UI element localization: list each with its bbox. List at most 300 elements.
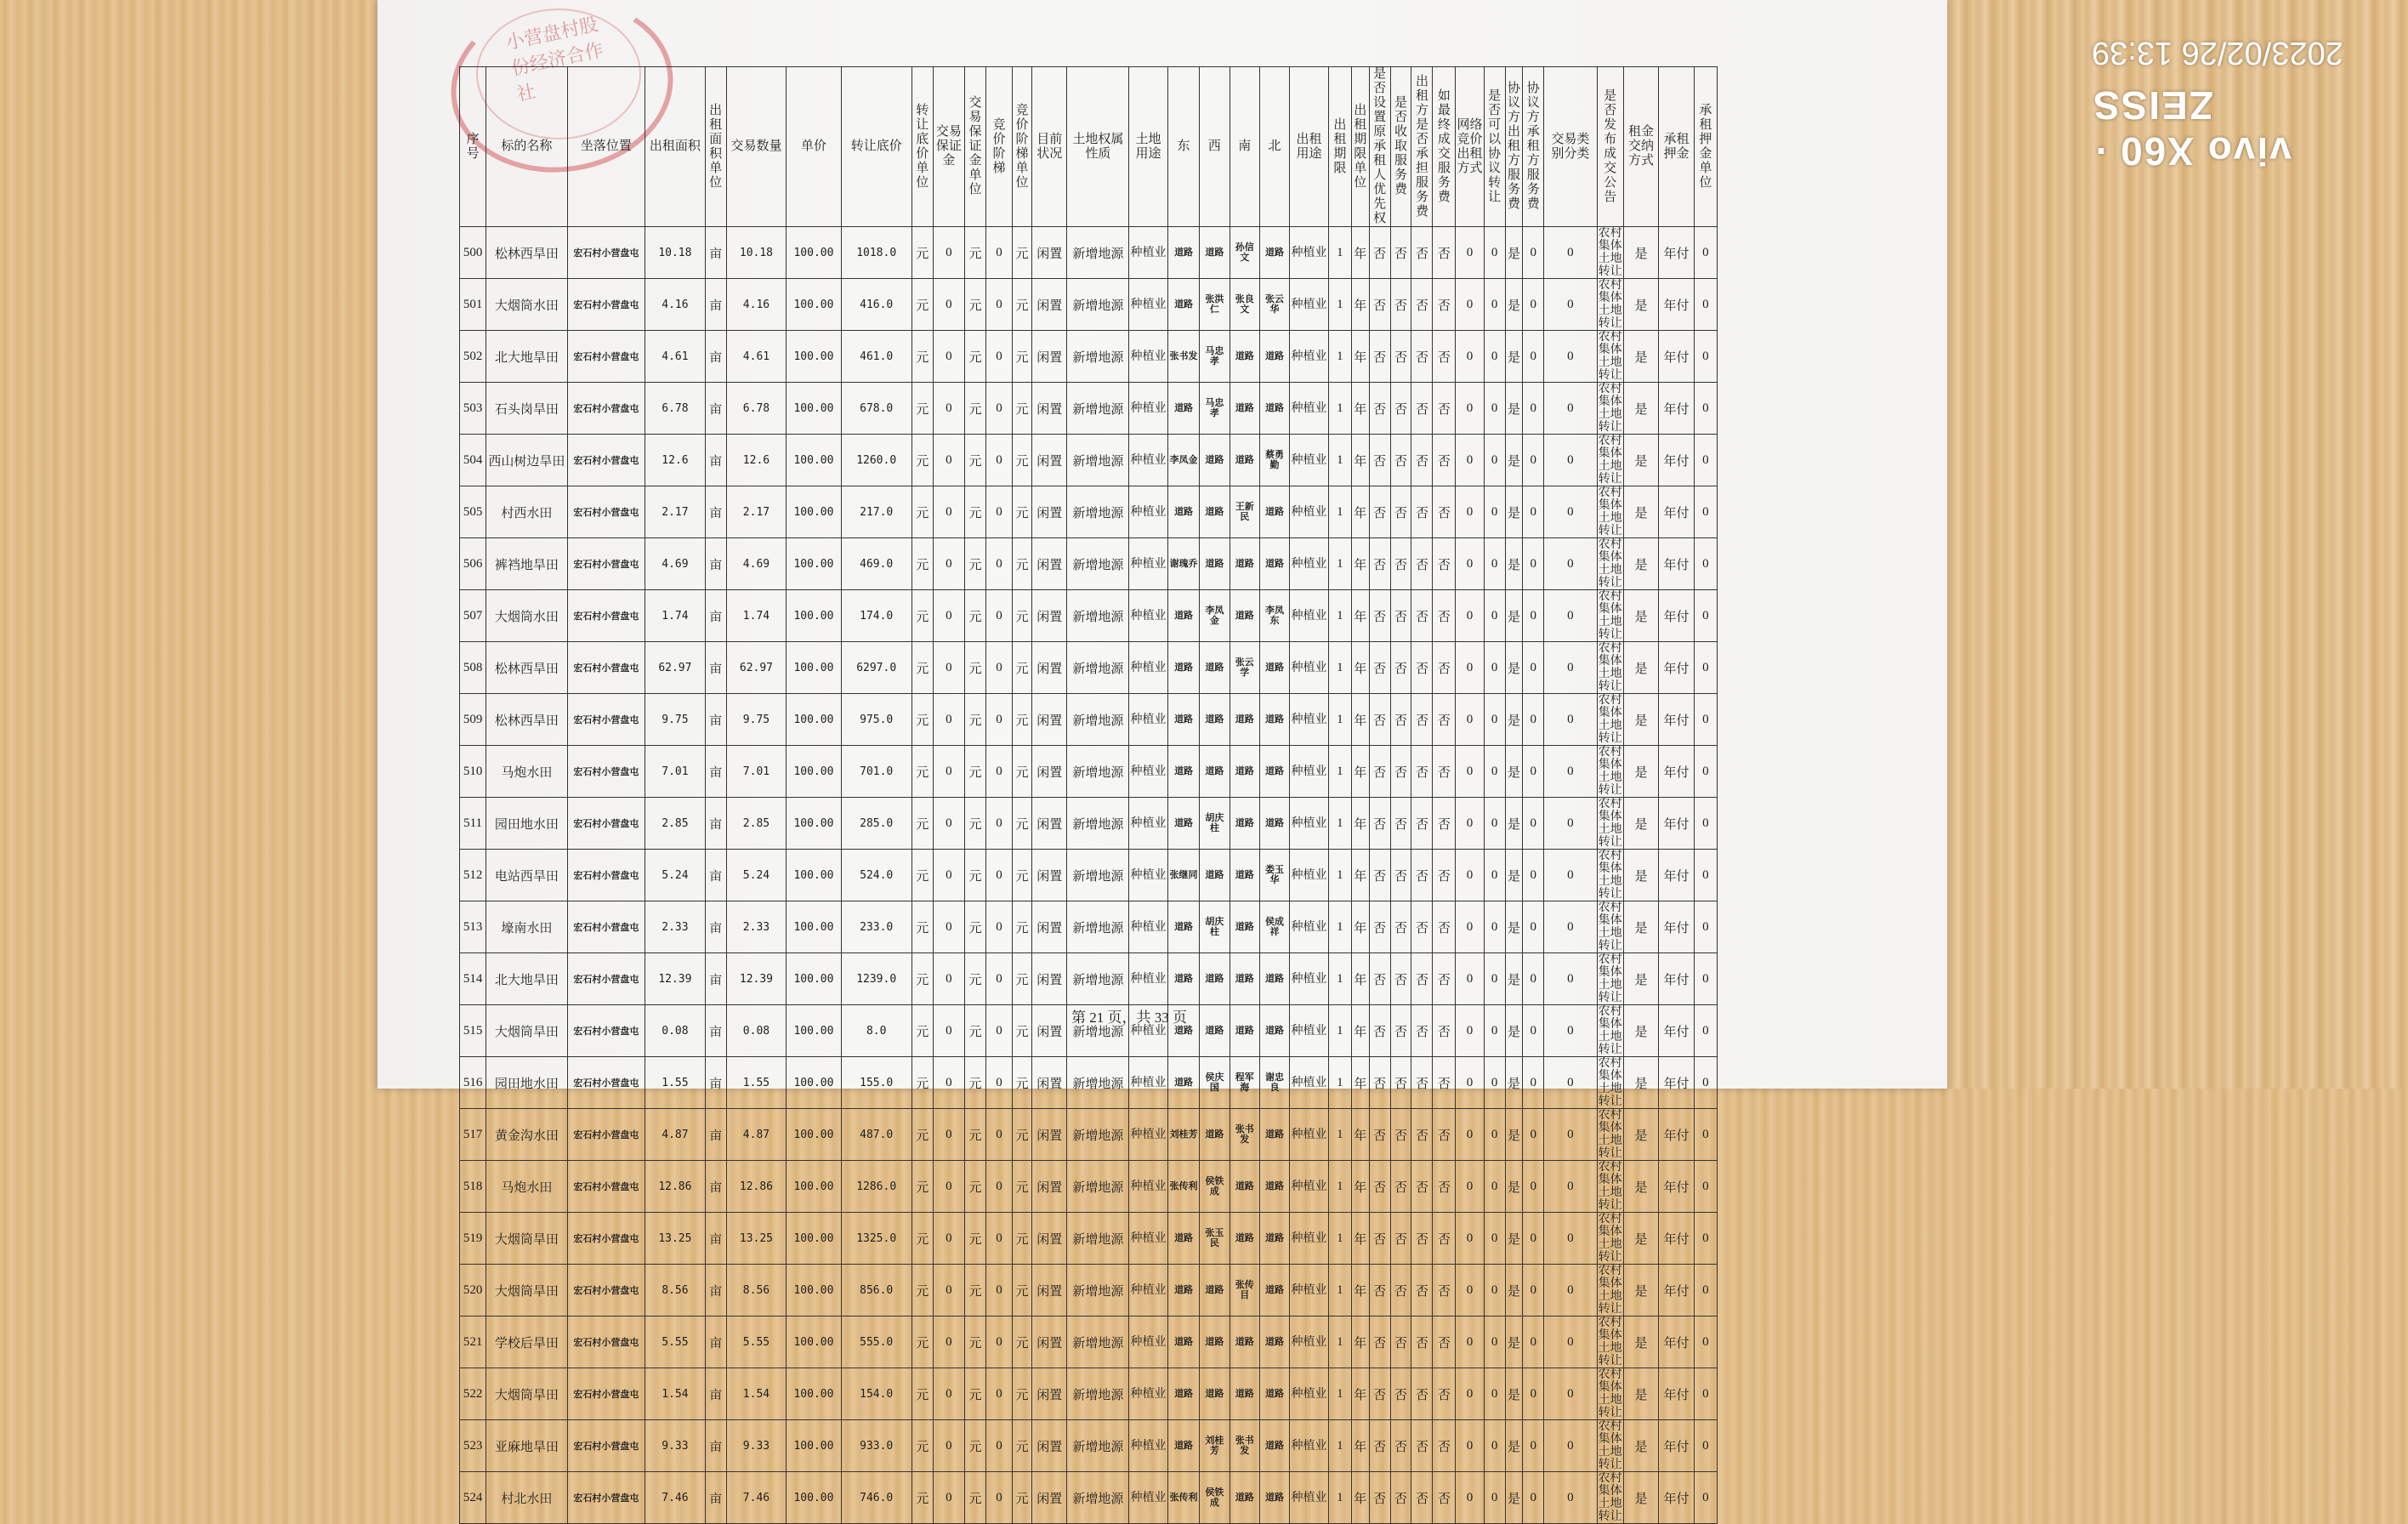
- land-ownership-cell: 新增地源: [1067, 1161, 1129, 1213]
- row-number-cell: 511: [460, 798, 486, 850]
- location-cell: 宏石村小营盘屯: [567, 1368, 645, 1420]
- publish-flag-cell: 是: [1623, 1368, 1659, 1420]
- bid-step-cell: 0: [985, 1005, 1012, 1057]
- east-border-cell: 谢瑰乔: [1167, 538, 1199, 590]
- parcel-name-cell: 园田地水田: [486, 1057, 568, 1109]
- lessee-fee-cell: 0: [1544, 953, 1597, 1005]
- current-status-cell: 闲置: [1031, 746, 1067, 798]
- term-unit-cell: 年: [1351, 435, 1369, 486]
- deposit-cell: 0: [933, 1420, 964, 1472]
- location-cell: 宏石村小营盘屯: [567, 850, 645, 901]
- bid-step-unit-cell: 元: [1013, 279, 1032, 331]
- transaction-category-cell: 农村集体土地转让: [1598, 1472, 1622, 1523]
- agreement-value-cell: 0: [1484, 1213, 1505, 1265]
- land-ownership-cell: 新增地源: [1067, 383, 1129, 435]
- rent-area-cell: 7.01: [645, 746, 706, 798]
- currency-unit-cell: 元: [912, 486, 933, 538]
- lessor-fee-cell: 0: [1523, 746, 1544, 798]
- north-border-cell: 道路: [1259, 1420, 1289, 1472]
- bid-step-cell: 0: [985, 486, 1012, 538]
- lessor-fee-cell: 0: [1523, 435, 1544, 486]
- rent-use-cell: 种植业: [1290, 1109, 1329, 1161]
- table-header-row: [460, 67, 1718, 227]
- deposit-unit-cell: 元: [965, 486, 986, 538]
- rent-area-cell: 4.69: [645, 538, 706, 590]
- trade-quantity-cell: 8.56: [726, 1265, 787, 1316]
- deposit-cell: 0: [933, 1057, 964, 1109]
- rent-deposit-cell: 0: [1694, 435, 1717, 486]
- area-unit-cell: 亩: [705, 486, 726, 538]
- agreement-transfer-flag-cell: 是: [1505, 694, 1523, 746]
- deposit-unit-cell: 元: [965, 798, 986, 850]
- publish-flag-cell: 是: [1623, 850, 1659, 901]
- agreement-transfer-flag-cell: 是: [1505, 1109, 1523, 1161]
- rent-term-cell: 1: [1328, 383, 1351, 435]
- publish-flag-cell: 是: [1623, 1109, 1659, 1161]
- transaction-category-cell: 农村集体土地转让: [1598, 1368, 1622, 1419]
- payment-method-cell: 年付: [1659, 1005, 1695, 1057]
- payment-method-cell: 年付: [1659, 1265, 1695, 1316]
- payment-method-cell: 年付: [1659, 1420, 1695, 1472]
- term-unit-cell: 年: [1351, 746, 1369, 798]
- rent-deposit-cell: 0: [1694, 590, 1717, 642]
- area-unit-cell: 亩: [705, 1420, 726, 1472]
- table-row: [460, 1265, 1718, 1316]
- unit-price-cell: 100.00: [787, 1420, 841, 1472]
- current-status-cell: 闲置: [1031, 435, 1067, 486]
- rent-area-cell: 5.24: [645, 850, 706, 901]
- unit-price-cell: 100.00: [787, 694, 841, 746]
- rent-area-cell: 13.25: [645, 1213, 706, 1265]
- location-cell: 宏石村小营盘屯: [567, 590, 645, 642]
- land-use-cell: 种植业: [1129, 1161, 1168, 1213]
- east-border-cell: 张传利: [1167, 1161, 1199, 1213]
- bid-step-unit-cell: 元: [1013, 901, 1032, 953]
- north-border-cell: 道路: [1259, 1109, 1289, 1161]
- agreement-transfer-flag-cell: 是: [1505, 901, 1523, 953]
- final-fee-flag-cell: 否: [1433, 590, 1456, 642]
- location-cell: 宏石村小营盘屯: [567, 694, 645, 746]
- transaction-category-cell: 农村集体土地转让: [1598, 1265, 1622, 1316]
- rent-term-cell: 1: [1328, 279, 1351, 331]
- land-use-cell: 种植业: [1129, 279, 1168, 331]
- priority-flag-cell: 否: [1369, 798, 1390, 850]
- table-row: [460, 746, 1718, 798]
- table-row: [460, 1057, 1718, 1109]
- payment-method-cell: 年付: [1659, 1316, 1695, 1368]
- service-fee-flag-cell: 否: [1390, 1472, 1411, 1524]
- column-header: 出租期限单位: [1351, 67, 1369, 227]
- agreement-value-cell: 0: [1484, 746, 1505, 798]
- online-bid-value-cell: 0: [1456, 486, 1484, 538]
- online-bid-value-cell: 0: [1456, 1161, 1484, 1213]
- table-row: [460, 694, 1718, 746]
- parcel-name-cell: 北大地旱田: [486, 953, 568, 1005]
- agreement-transfer-flag-cell: 是: [1505, 1265, 1523, 1316]
- trade-quantity-cell: 0.08: [726, 1005, 787, 1057]
- row-number-cell: 508: [460, 642, 486, 694]
- rent-area-cell: 4.87: [645, 1109, 706, 1161]
- term-unit-cell: 年: [1351, 953, 1369, 1005]
- lessee-fee-cell: 0: [1544, 694, 1597, 746]
- landlord-fee-flag-cell: 否: [1411, 1005, 1433, 1057]
- rent-term-cell: 1: [1328, 1316, 1351, 1368]
- online-bid-value-cell: 0: [1456, 383, 1484, 435]
- south-border-cell: 道路: [1230, 694, 1259, 746]
- currency-unit-cell: 元: [912, 279, 933, 331]
- bid-step-unit-cell: 元: [1013, 435, 1032, 486]
- payment-method-cell: 年付: [1659, 1368, 1695, 1420]
- land-ownership-cell: 新增地源: [1067, 901, 1129, 953]
- base-price-cell: 933.0: [841, 1420, 912, 1472]
- land-use-cell: 种植业: [1129, 1265, 1168, 1316]
- payment-method-cell: 年付: [1659, 1213, 1695, 1265]
- north-border-cell: 道路: [1259, 694, 1289, 746]
- south-border-cell: 道路: [1230, 1005, 1259, 1057]
- transaction-category-cell: 农村集体土地转让: [1598, 486, 1622, 537]
- south-border-cell: 道路: [1230, 1368, 1259, 1420]
- base-price-cell: 469.0: [841, 538, 912, 590]
- land-ownership-cell: 新增地源: [1067, 486, 1129, 538]
- location-cell: 宏石村小营盘屯: [567, 383, 645, 435]
- north-border-cell: 张云华: [1259, 279, 1289, 331]
- area-unit-cell: 亩: [705, 1316, 726, 1368]
- payment-method-cell: 年付: [1659, 227, 1695, 279]
- east-border-cell: 道路: [1167, 953, 1199, 1005]
- bid-step-unit-cell: 元: [1013, 1161, 1032, 1213]
- bid-step-cell: 0: [985, 798, 1012, 850]
- final-fee-flag-cell: 否: [1433, 1057, 1456, 1109]
- online-bid-value-cell: 0: [1456, 798, 1484, 850]
- service-fee-flag-cell: 否: [1390, 486, 1411, 538]
- north-border-cell: 蔡勇勤: [1259, 435, 1289, 486]
- row-number-cell: 502: [460, 331, 486, 383]
- deposit-unit-cell: 元: [965, 642, 986, 694]
- base-price-cell: 285.0: [841, 798, 912, 850]
- landlord-fee-flag-cell: 否: [1411, 331, 1433, 383]
- west-border-cell: 道路: [1200, 227, 1230, 279]
- camera-brand: vivo X60 · ZEISS: [2092, 83, 2292, 173]
- south-border-cell: 张云学: [1230, 642, 1259, 694]
- lessee-fee-cell: 0: [1544, 538, 1597, 590]
- south-border-cell: 张传目: [1230, 1265, 1259, 1316]
- area-unit-cell: 亩: [705, 642, 726, 694]
- north-border-cell: 道路: [1259, 1472, 1289, 1524]
- column-header: 土地用途: [1129, 67, 1168, 227]
- east-border-cell: 张书发: [1167, 331, 1199, 383]
- deposit-unit-cell: 元: [965, 901, 986, 953]
- current-status-cell: 闲置: [1031, 538, 1067, 590]
- trade-quantity-cell: 2.33: [726, 901, 787, 953]
- final-fee-flag-cell: 否: [1433, 850, 1456, 901]
- base-price-cell: 461.0: [841, 331, 912, 383]
- landlord-fee-flag-cell: 否: [1411, 227, 1433, 279]
- column-header: 目前状况: [1031, 67, 1067, 227]
- current-status-cell: 闲置: [1031, 1368, 1067, 1420]
- parcel-name-cell: 马炮水田: [486, 746, 568, 798]
- lessee-fee-cell: 0: [1544, 435, 1597, 486]
- deposit-cell: 0: [933, 538, 964, 590]
- service-fee-flag-cell: 否: [1390, 746, 1411, 798]
- landlord-fee-flag-cell: 否: [1411, 435, 1433, 486]
- final-fee-flag-cell: 否: [1433, 227, 1456, 279]
- column-header: 北: [1259, 67, 1289, 227]
- online-bid-value-cell: 0: [1456, 590, 1484, 642]
- lessor-fee-cell: 0: [1523, 1057, 1544, 1109]
- agreement-value-cell: 0: [1484, 383, 1505, 435]
- base-price-cell: 154.0: [841, 1368, 912, 1420]
- location-cell: 宏石村小营盘屯: [567, 1213, 645, 1265]
- bid-step-cell: 0: [985, 590, 1012, 642]
- final-fee-flag-cell: 否: [1433, 1316, 1456, 1368]
- parcel-name-cell: 大烟筒水田: [486, 590, 568, 642]
- landlord-fee-flag-cell: 否: [1411, 279, 1433, 331]
- online-bid-value-cell: 0: [1456, 279, 1484, 331]
- final-fee-flag-cell: 否: [1433, 538, 1456, 590]
- rent-term-cell: 1: [1328, 746, 1351, 798]
- landlord-fee-flag-cell: 否: [1411, 383, 1433, 435]
- east-border-cell: 道路: [1167, 694, 1199, 746]
- location-cell: 宏石村小营盘屯: [567, 1161, 645, 1213]
- bid-step-unit-cell: 元: [1013, 590, 1032, 642]
- rent-deposit-cell: 0: [1694, 1057, 1717, 1109]
- lessee-fee-cell: 0: [1544, 901, 1597, 953]
- online-bid-value-cell: 0: [1456, 1420, 1484, 1472]
- column-header: 竞价阶梯: [985, 67, 1012, 227]
- unit-price-cell: 100.00: [787, 1005, 841, 1057]
- north-border-cell: 道路: [1259, 1161, 1289, 1213]
- table-row: [460, 486, 1718, 538]
- unit-price-cell: 100.00: [787, 1368, 841, 1420]
- deposit-cell: 0: [933, 279, 964, 331]
- final-fee-flag-cell: 否: [1433, 901, 1456, 953]
- south-border-cell: 张书发: [1230, 1420, 1259, 1472]
- deposit-cell: 0: [933, 1472, 964, 1524]
- column-header: 转让底价: [841, 67, 912, 227]
- east-border-cell: 道路: [1167, 1005, 1199, 1057]
- south-border-cell: 道路: [1230, 1213, 1259, 1265]
- lessor-fee-cell: 0: [1523, 1005, 1544, 1057]
- lessor-fee-cell: 0: [1523, 1316, 1544, 1368]
- unit-price-cell: 100.00: [787, 1213, 841, 1265]
- publish-flag-cell: 是: [1623, 279, 1659, 331]
- west-border-cell: 道路: [1200, 642, 1230, 694]
- agreement-value-cell: 0: [1484, 279, 1505, 331]
- term-unit-cell: 年: [1351, 1265, 1369, 1316]
- online-bid-value-cell: 0: [1456, 331, 1484, 383]
- location-cell: 宏石村小营盘屯: [567, 486, 645, 538]
- transaction-category-cell: 农村集体土地转让: [1598, 901, 1622, 952]
- trade-quantity-cell: 2.17: [726, 486, 787, 538]
- rent-deposit-cell: 0: [1694, 331, 1717, 383]
- column-header: 如最终成交服务费: [1433, 67, 1456, 227]
- term-unit-cell: 年: [1351, 227, 1369, 279]
- priority-flag-cell: 否: [1369, 1316, 1390, 1368]
- parcel-name-cell: 大烟筒旱田: [486, 1213, 568, 1265]
- land-ownership-cell: 新增地源: [1067, 435, 1129, 486]
- unit-price-cell: 100.00: [787, 590, 841, 642]
- base-price-cell: 524.0: [841, 850, 912, 901]
- location-cell: 宏石村小营盘屯: [567, 1472, 645, 1524]
- east-border-cell: 道路: [1167, 1368, 1199, 1420]
- priority-flag-cell: 否: [1369, 642, 1390, 694]
- rent-deposit-cell: 0: [1694, 694, 1717, 746]
- landlord-fee-flag-cell: 否: [1411, 1213, 1433, 1265]
- agreement-value-cell: 0: [1484, 901, 1505, 953]
- trade-quantity-cell: 9.75: [726, 694, 787, 746]
- trade-quantity-cell: 5.24: [726, 850, 787, 901]
- term-unit-cell: 年: [1351, 1057, 1369, 1109]
- east-border-cell: 道路: [1167, 1265, 1199, 1316]
- landlord-fee-flag-cell: 否: [1411, 1368, 1433, 1420]
- landlord-fee-flag-cell: 否: [1411, 1420, 1433, 1472]
- final-fee-flag-cell: 否: [1433, 694, 1456, 746]
- bid-step-cell: 0: [985, 1472, 1012, 1524]
- east-border-cell: 道路: [1167, 642, 1199, 694]
- location-cell: 宏石村小营盘屯: [567, 1316, 645, 1368]
- north-border-cell: 道路: [1259, 746, 1289, 798]
- agreement-value-cell: 0: [1484, 953, 1505, 1005]
- online-bid-value-cell: 0: [1456, 1316, 1484, 1368]
- payment-method-cell: 年付: [1659, 953, 1695, 1005]
- south-border-cell: 道路: [1230, 1161, 1259, 1213]
- south-border-cell: 道路: [1230, 850, 1259, 901]
- term-unit-cell: 年: [1351, 383, 1369, 435]
- lessee-fee-cell: 0: [1544, 798, 1597, 850]
- deposit-unit-cell: 元: [965, 1420, 986, 1472]
- service-fee-flag-cell: 否: [1390, 435, 1411, 486]
- transaction-category-cell: 农村集体土地转让: [1598, 435, 1622, 486]
- parcel-name-cell: 松林西旱田: [486, 227, 568, 279]
- parcel-name-cell: 学校后旱田: [486, 1316, 568, 1368]
- deposit-unit-cell: 元: [965, 1368, 986, 1420]
- rent-deposit-cell: 0: [1694, 1472, 1717, 1524]
- column-header: 土地权属性质: [1067, 67, 1129, 227]
- rent-term-cell: 1: [1328, 331, 1351, 383]
- payment-method-cell: 年付: [1659, 901, 1695, 953]
- base-price-cell: 174.0: [841, 590, 912, 642]
- agreement-transfer-flag-cell: 是: [1505, 850, 1523, 901]
- west-border-cell: 道路: [1200, 538, 1230, 590]
- row-number-cell: 516: [460, 1057, 486, 1109]
- base-price-cell: 6297.0: [841, 642, 912, 694]
- table-row: [460, 435, 1718, 486]
- lessor-fee-cell: 0: [1523, 1213, 1544, 1265]
- lessor-fee-cell: 0: [1523, 538, 1544, 590]
- land-use-cell: 种植业: [1129, 1316, 1168, 1368]
- west-border-cell: 道路: [1200, 1109, 1230, 1161]
- bid-step-unit-cell: 元: [1013, 798, 1032, 850]
- unit-price-cell: 100.00: [787, 1316, 841, 1368]
- trade-quantity-cell: 13.25: [726, 1213, 787, 1265]
- land-ownership-cell: 新增地源: [1067, 1057, 1129, 1109]
- west-border-cell: 胡庆柱: [1200, 798, 1230, 850]
- current-status-cell: 闲置: [1031, 798, 1067, 850]
- payment-method-cell: 年付: [1659, 1057, 1695, 1109]
- current-status-cell: 闲置: [1031, 642, 1067, 694]
- agreement-value-cell: 0: [1484, 1368, 1505, 1420]
- rent-use-cell: 种植业: [1290, 227, 1329, 279]
- parcel-name-cell: 裤裆地旱田: [486, 538, 568, 590]
- area-unit-cell: 亩: [705, 435, 726, 486]
- transaction-category-cell: 农村集体土地转让: [1598, 798, 1622, 849]
- service-fee-flag-cell: 否: [1390, 798, 1411, 850]
- lessor-fee-cell: 0: [1523, 1161, 1544, 1213]
- land-use-cell: 种植业: [1129, 486, 1168, 538]
- table-row: [460, 1161, 1718, 1213]
- agreement-value-cell: 0: [1484, 798, 1505, 850]
- rent-deposit-cell: 0: [1694, 798, 1717, 850]
- current-status-cell: 闲置: [1031, 1316, 1067, 1368]
- bid-step-cell: 0: [985, 642, 1012, 694]
- trade-quantity-cell: 12.86: [726, 1161, 787, 1213]
- transaction-category-cell: 农村集体土地转让: [1598, 694, 1622, 745]
- agreement-value-cell: 0: [1484, 590, 1505, 642]
- trade-quantity-cell: 6.78: [726, 383, 787, 435]
- currency-unit-cell: 元: [912, 227, 933, 279]
- land-ownership-cell: 新增地源: [1067, 850, 1129, 901]
- land-ownership-cell: 新增地源: [1067, 1420, 1129, 1472]
- online-bid-value-cell: 0: [1456, 1472, 1484, 1524]
- south-border-cell: 道路: [1230, 1316, 1259, 1368]
- land-use-cell: 种植业: [1129, 538, 1168, 590]
- land-ownership-cell: 新增地源: [1067, 331, 1129, 383]
- table-row: [460, 227, 1718, 279]
- location-cell: 宏石村小营盘屯: [567, 642, 645, 694]
- south-border-cell: 道路: [1230, 953, 1259, 1005]
- land-ownership-cell: 新增地源: [1067, 746, 1129, 798]
- unit-price-cell: 100.00: [787, 486, 841, 538]
- base-price-cell: 701.0: [841, 746, 912, 798]
- agreement-transfer-flag-cell: 是: [1505, 746, 1523, 798]
- trade-quantity-cell: 1.74: [726, 590, 787, 642]
- payment-method-cell: 年付: [1659, 746, 1695, 798]
- column-header: 是否设置原承租人优先权: [1369, 67, 1390, 227]
- bid-step-cell: 0: [985, 746, 1012, 798]
- bid-step-unit-cell: 元: [1013, 1420, 1032, 1472]
- rent-area-cell: 0.08: [645, 1005, 706, 1057]
- row-number-cell: 522: [460, 1368, 486, 1420]
- term-unit-cell: 年: [1351, 279, 1369, 331]
- agreement-transfer-flag-cell: 是: [1505, 642, 1523, 694]
- area-unit-cell: 亩: [705, 590, 726, 642]
- row-number-cell: 509: [460, 694, 486, 746]
- landlord-fee-flag-cell: 否: [1411, 901, 1433, 953]
- term-unit-cell: 年: [1351, 1161, 1369, 1213]
- area-unit-cell: 亩: [705, 798, 726, 850]
- rent-deposit-cell: 0: [1694, 279, 1717, 331]
- rent-deposit-cell: 0: [1694, 1109, 1717, 1161]
- bid-step-cell: 0: [985, 953, 1012, 1005]
- location-cell: 宏石村小营盘屯: [567, 1420, 645, 1472]
- row-number-cell: 518: [460, 1161, 486, 1213]
- transaction-category-cell: 农村集体土地转让: [1598, 279, 1622, 330]
- rent-term-cell: 1: [1328, 1472, 1351, 1524]
- table-row: [460, 1213, 1718, 1265]
- west-border-cell: 侯铁成: [1200, 1161, 1230, 1213]
- lessee-fee-cell: 0: [1544, 1265, 1597, 1316]
- deposit-unit-cell: 元: [965, 383, 986, 435]
- land-ownership-cell: 新增地源: [1067, 538, 1129, 590]
- agreement-transfer-flag-cell: 是: [1505, 227, 1523, 279]
- land-ownership-cell: 新增地源: [1067, 1109, 1129, 1161]
- east-border-cell: 刘桂芳: [1167, 1109, 1199, 1161]
- row-number-cell: 521: [460, 1316, 486, 1368]
- publish-flag-cell: 是: [1623, 798, 1659, 850]
- agreement-value-cell: 0: [1484, 1161, 1505, 1213]
- land-use-cell: 种植业: [1129, 1420, 1168, 1472]
- term-unit-cell: 年: [1351, 1213, 1369, 1265]
